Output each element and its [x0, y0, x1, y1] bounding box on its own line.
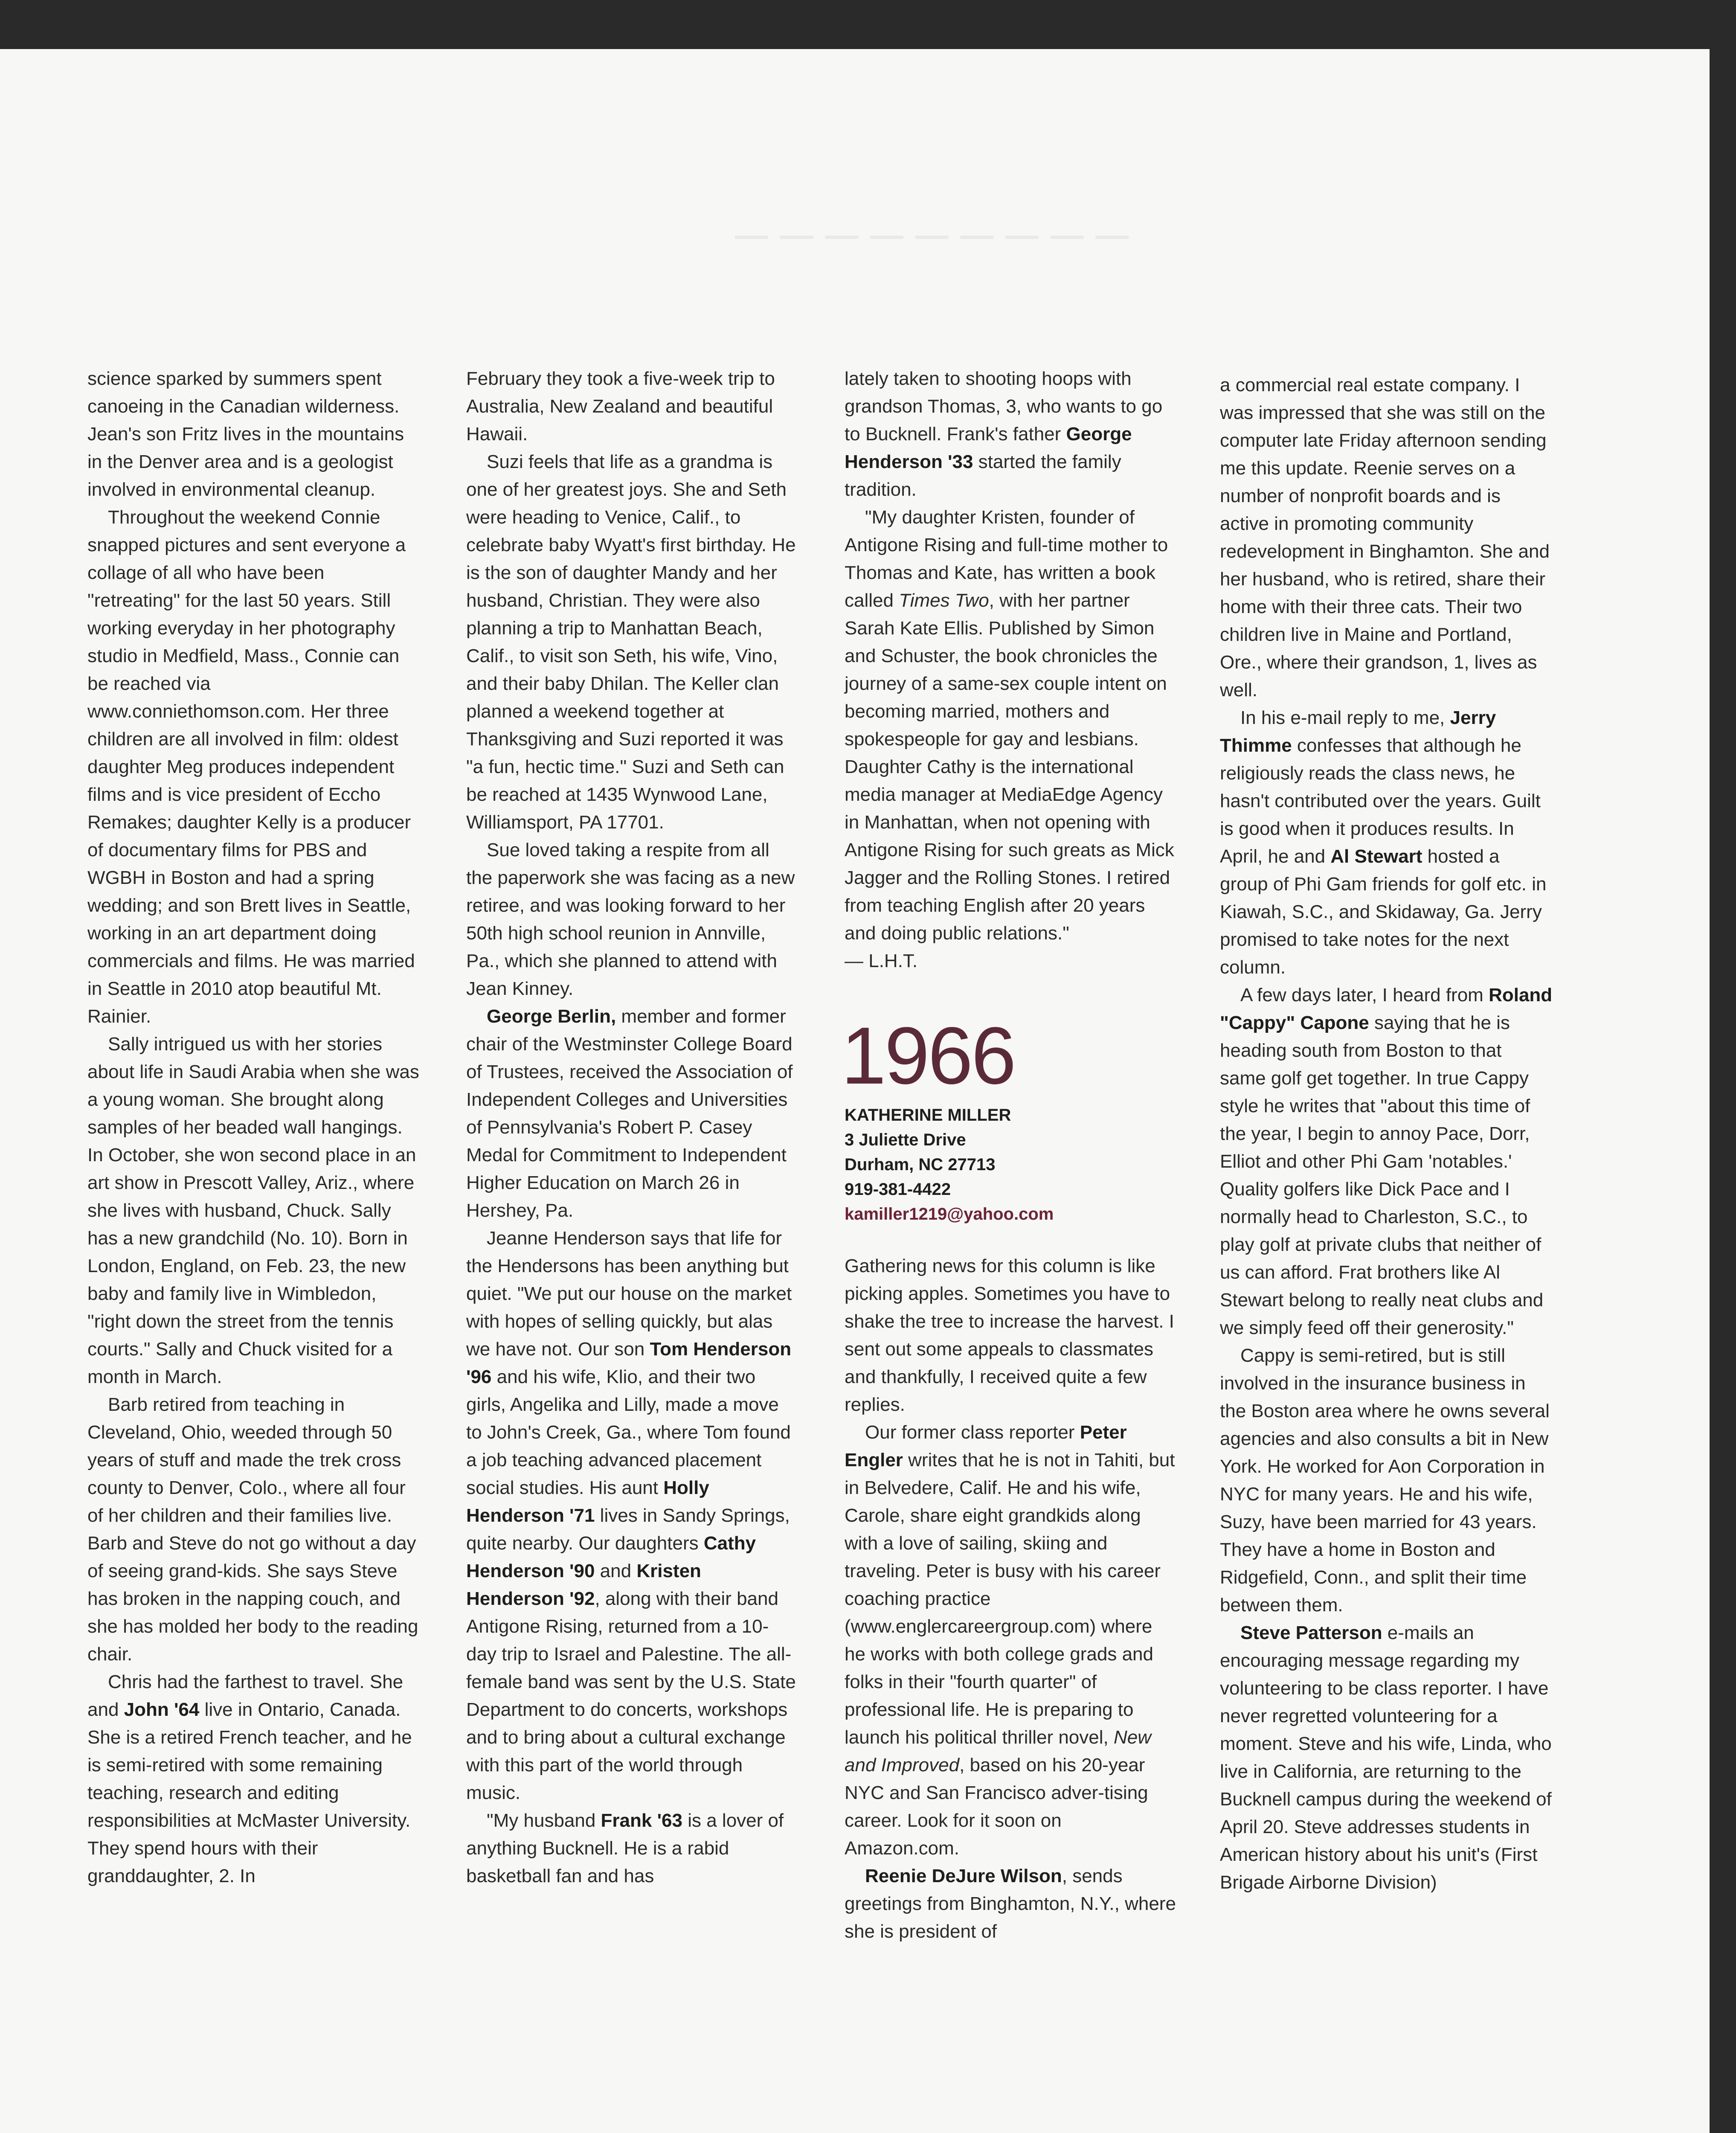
text: "My daughter Kristen, founder of Antigone Rising and full-time mother to Thomas and Kate, has written a book called: [845, 507, 1168, 611]
alumni-name: Al Stewart: [1330, 846, 1422, 867]
text: , with her partner Sarah Kate Ellis. Published by Simon and Schuster, the book chronicles the journey of a same-sex couple intent on becoming married, mothers and spokespeople for gay and lesbians. Daughter Cathy is the international media manager at MediaEdge Agency in Manhattan, when not opening with Antigone Rising for such greats as Mick Jagger and the Rolling Stones. I retired from teaching English after 20 years and doing public relations.": [845, 590, 1174, 944]
text: , along with their band Antigone Rising, returned from a 10-day trip to Israel and Palestine. The all-female band was sent by the U.S. State Department to do concerts, workshops and to bring about a cultural exchange with this part of the world through music.: [466, 1588, 796, 1803]
text: "My husband: [487, 1810, 601, 1831]
text: member and former chair of the Westminster College Board of Trustees, received the Association of Independent Colleges and Universities of Pennsylvania's Robert P. Casey Medal for Commitment to Independent Higher Education on March 26 in Hershey, Pa.: [466, 1006, 793, 1221]
text: and his wife, Klio, and their two girls, Angelika and Lilly, made a move to John's Creek, Ga., where Tom found a job teaching advanced placement social studies. His aunt: [466, 1366, 791, 1498]
reporter-name: KATHERINE MILLER: [845, 1106, 1011, 1125]
paragraph: Suzi feels that life as a grandma is one of her greatest joys. She and Seth were heading to Venice, Calif., to celebrate baby Wyatt's first birthday. He is the son of daughter Mandy and her husband, Christian. They were also planning a trip to Manhattan Beach, Calif., to visit son Seth, his wife, Vino, and their baby Dhilan. The Keller clan planned a weekend together at Thanksgiving and Suzi reported it was "a fun, hectic time." Suzi and Seth can be reached at 1435 Wynwood Lane, Williamsport, PA 17701.: [466, 451, 796, 833]
paragraph: Barb retired from teaching in Cleveland, Ohio, weeded through 50 years of stuff and made the trek cross county to Denver, Colo., where all four of her children and their families live. Barb and Steve do not go without a day of seeing grand-kids. She says Steve has broken in the napping couch, and she has molded her body to the reading chair.: [87, 1394, 418, 1665]
signature: — L.H.T.: [845, 950, 918, 971]
paragraph: Gathering news for this column is like picking apples. Sometimes you have to shake the tree to increase the harvest. I sent out some appeals to classmates and thankfully, I received quite a few replies.: [845, 1255, 1174, 1415]
alumni-name: Tom Henderson '96: [466, 1339, 792, 1387]
book-title: Times Two: [899, 590, 989, 611]
alumni-name: Cathy Henderson '90: [466, 1533, 756, 1581]
paragraph: [845, 503, 1177, 947]
alumni-name: Holly Henderson '71: [466, 1477, 709, 1526]
column-4: [1220, 371, 1553, 1896]
paragraph: [466, 1003, 799, 1224]
text: Jeanne Henderson says that life for the Hendersons has been anything but quiet. "We put our house on the market with hopes of selling quickly, but alas we have not. Our son: [466, 1228, 792, 1360]
class-year-heading: 1966: [841, 1011, 1015, 1101]
paragraph: Sally intrigued us with her stories about life in Saudi Arabia when she was a young woman. She brought along samples of her beaded wall hangings. In October, she won second place in an art show in Prescott Valley, Ariz., where she lives with husband, Chuck. Sally has a new grandchild (No. 10). Born in London, England, on Feb. 23, the new baby and family live in Wimbledon, "right down the street from the tennis courts." Sally and Chuck visited for a month in March.: [87, 1034, 419, 1387]
alumni-name: Steve Patterson: [1240, 1622, 1382, 1643]
alumni-name: George Henderson '33: [845, 424, 1132, 472]
book-title: New and Improved: [845, 1727, 1152, 1776]
paragraph: [466, 1224, 799, 1807]
paragraph: [1220, 704, 1553, 981]
text: hosted a group of Phi Gam friends for golf etc. in Kiawah, S.C., and Skidaway, Ga. Jerry promised to take notes for the next column.: [1220, 846, 1547, 978]
text: started the family tradition.: [845, 451, 1121, 500]
bleed-through-header: — — — — — — — — —: [734, 216, 1129, 253]
text: e-mails an encouraging message regarding my volunteering to be class reporter. I have never regretted volunteering for a moment. Steve and his wife, Linda, who live in California, are returning to the Bucknell campus during the weekend of April 20. Steve addresses students in American history about his unit's (First Brigade Airborne Division): [1220, 1622, 1552, 1893]
text: and: [595, 1561, 637, 1581]
text: saying that he is heading south from Boston to that same golf get together. In true Cappy style he writes that "about this time of the year, I begin to annoy Pace, Dorr, Elliot and other Phi Gam 'notables.' Quality golfers like Dick Pace and I normally head to Charleston, S.C., to play golf at private clubs that neither of us can afford. Frat brothers like Al Stewart belong to really neat clubs and we simply feed off their generosity.": [1220, 1012, 1544, 1338]
text: lives in Sandy Springs, quite nearby. Our daughters: [466, 1505, 790, 1554]
paragraph: [1220, 1619, 1553, 1896]
text: , sends greetings from Binghamton, N.Y., where she is president of: [845, 1866, 1176, 1942]
column-1: [87, 365, 420, 1890]
reporter-street: 3 Juliette Drive: [845, 1130, 966, 1149]
text: Our former class reporter: [865, 1422, 1080, 1443]
paragraph: February they took a five-week trip to Australia, New Zealand and beautiful Hawaii.: [466, 368, 775, 445]
paragraph: [845, 365, 1177, 503]
paragraph: Sue loved taking a respite from all the paperwork she was facing as a new retiree, and was looking forward to her 50th high school reunion in Annville, Pa., which she planned to attend with Jean Kinney.: [466, 840, 795, 999]
paragraph: Throughout the weekend Connie snapped pictures and sent everyone a collage of all who have been "retreating" for the last 50 years. Still working everyday in her photography studio in Medfield, Mass., Connie can be reached via www.conniethomson.com. Her three children are all involved in film: oldest daughter Meg produces independent films and is vice president of Eccho Remakes; daughter Kelly is a producer of documentary films for PBS and WGBH in Boston and had a spring wedding; and son Brett lives in Seattle, working in an art department doing commercials and films. He was married in Seattle in 2010 atop beautiful Mt. Rainier.: [87, 507, 415, 1027]
paragraph: [466, 1807, 799, 1890]
paragraph: [1220, 981, 1553, 1342]
text: live in Ontario, Canada. She is a retired French teacher, and he is semi-retired with some remaining teaching, research and editing responsibilities at McMaster University. They spend hours with their granddaughter, 2. In: [87, 1699, 412, 1886]
alumni-name: Jerry Thimme: [1220, 707, 1496, 756]
alumni-name: Roland "Cappy" Capone: [1220, 985, 1553, 1033]
paragraph: [845, 1862, 1177, 1945]
paragraph: [87, 1668, 420, 1890]
reporter-phone: 919-381-4422: [845, 1180, 951, 1199]
column-2: [466, 365, 799, 1890]
alumni-name: George Berlin,: [487, 1006, 616, 1027]
alumni-name: Kristen Henderson '92: [466, 1561, 701, 1609]
paragraph: science sparked by summers spent canoeing in the Canadian wilderness. Jean's son Fritz lives in the mountains in the Denver area and is a geologist involved in environmental cleanup.: [87, 368, 404, 500]
text: , based on his 20-year NYC and San Francisco adver-tising career. Look for it soon on Amazon.com.: [845, 1755, 1148, 1859]
class-reporter-contact: [845, 1103, 1177, 1226]
paragraph: Cappy is semi-retired, but is still involved in the insurance business in the Boston area where he owns several agencies and also consults a bit in New York. He worked for Aon Corporation in NYC for many years. He and his wife, Suzy, have been married for 43 years. They have a home in Boston and Ridgefield, Conn., and split their time between them.: [1220, 1345, 1550, 1616]
text: lately taken to shooting hoops with grandson Thomas, 3, who wants to go to Bucknell. Frank's father: [845, 368, 1163, 445]
magazine-page: [0, 49, 1710, 2133]
text: Chris had the farthest to travel. She and: [87, 1671, 404, 1720]
paragraph: a commercial real estate company. I was impressed that she was still on the computer late Friday afternoon sending me this update. Reenie serves on a number of nonprofit boards and is active in promoting community redevelopment in Binghamton. She and her husband, who is retired, share their home with their three cats. Their two children live in Maine and Portland, Ore., where their grandson, 1, lives as well.: [1220, 375, 1550, 700]
reporter-email-link[interactable]: kamiller1219@yahoo.com: [845, 1205, 1054, 1223]
alumni-name: Reenie DeJure Wilson: [865, 1866, 1062, 1886]
alumni-name: Frank '63: [601, 1810, 682, 1831]
text: A few days later, I heard from: [1240, 985, 1489, 1005]
text: is a lover of anything Bucknell. He is a rabid basketball fan and has: [466, 1810, 784, 1886]
text: confesses that although he religiously reads the class news, he hasn't contributed over the years. Guilt is good when it produces results. In April, he and: [1220, 735, 1541, 867]
column-3: [841, 365, 1177, 1945]
reporter-city: Durham, NC 27713: [845, 1155, 996, 1174]
text: In his e-mail reply to me,: [1240, 707, 1450, 728]
paragraph: [845, 1418, 1177, 1862]
alumni-name: Peter Engler: [845, 1422, 1127, 1470]
text: writes that he is not in Tahiti, but in Belvedere, Calif. He and his wife, Carole, share eight grandkids along with a love of sailing, skiing and traveling. Peter is busy with his career coaching practice (www.englercareergroup.com) where he works with both college grads and folks in their "fourth quarter" of professional life. He is preparing to launch his political thriller novel,: [845, 1450, 1175, 1748]
alumni-name: John '64: [124, 1699, 200, 1720]
